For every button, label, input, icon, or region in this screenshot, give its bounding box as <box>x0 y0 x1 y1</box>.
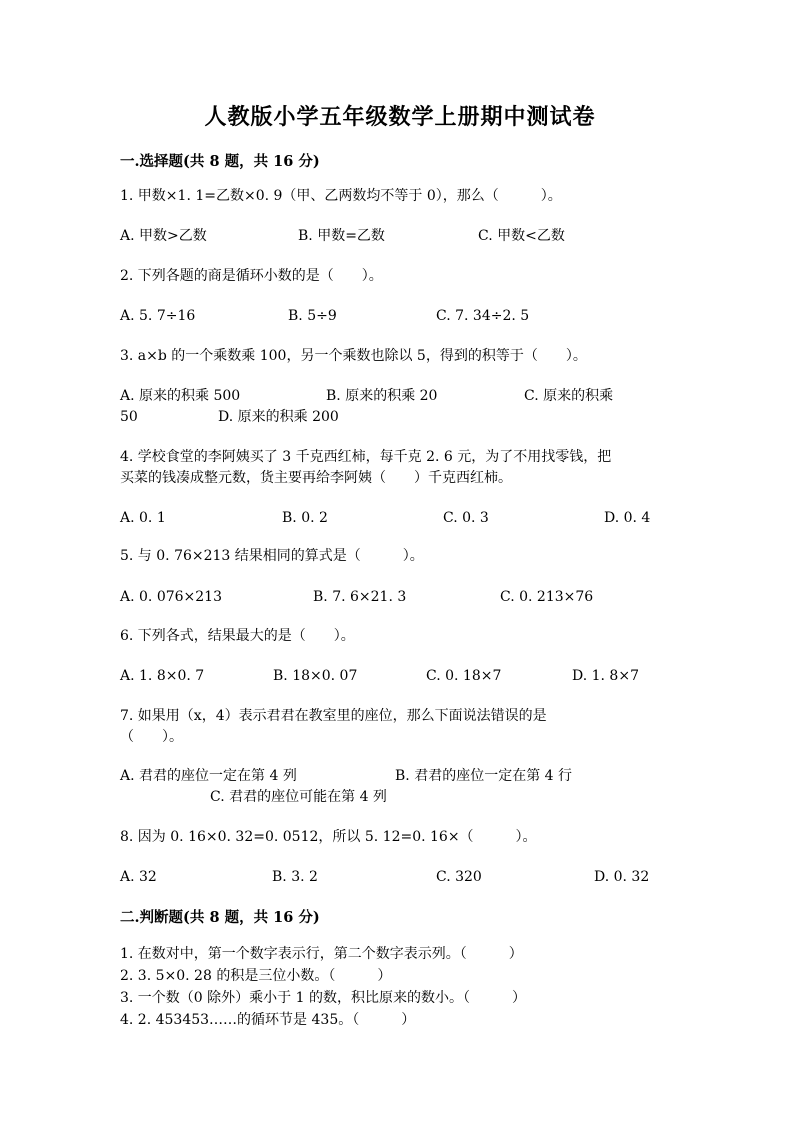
q2-option-b: B. 5÷9 <box>288 308 337 324</box>
exam-title: 人教版小学五年级数学上册期中测试卷 <box>204 104 596 130</box>
q2-option-a: A. 5. 7÷16 <box>120 308 196 324</box>
section-1-heading: 一.选择题(共 8 题，共 16 分) <box>120 153 320 170</box>
question-7-line-2: （ ）。 <box>120 729 183 745</box>
section-2-heading: 二.判断题(共 8 题，共 16 分) <box>120 909 320 926</box>
question-2: 2. 下列各题的商是循环小数的是（ ）。 <box>120 268 383 284</box>
q7-option-a: A. 君君的座位一定在第 4 列 <box>120 768 297 784</box>
question-1: 1. 甲数×1. 1=乙数×0. 9（甲、乙两数均不等于 0），那么（ ）。 <box>120 188 562 204</box>
question-7-line-1: 7. 如果用（x，4）表示君君在教室里的座位，那么下面说法错误的是 <box>120 708 547 724</box>
q4-option-b: B. 0. 2 <box>282 510 328 526</box>
q5-option-c: C. 0. 213×76 <box>500 589 594 605</box>
q4-option-d: D. 0. 4 <box>604 510 651 526</box>
question-3: 3. a×b 的一个乘数乘 100，另一个乘数也除以 5，得到的积等于（ ）。 <box>120 348 587 364</box>
q8-option-b: B. 3. 2 <box>272 869 318 885</box>
q2-option-c: C. 7. 34÷2. 5 <box>436 308 530 324</box>
question-8: 8. 因为 0. 16×0. 32=0. 0512，所以 5. 12=0. 16×（ ）。 <box>120 829 537 845</box>
q4-option-a: A. 0. 1 <box>120 510 166 526</box>
q8-option-d: D. 0. 32 <box>594 869 650 885</box>
q6-option-d: D. 1. 8×7 <box>572 668 639 684</box>
q3-option-a: A. 原来的积乘 500 <box>120 388 241 404</box>
q6-option-a: A. 1. 8×0. 7 <box>120 668 205 684</box>
judge-item-1: 1. 在数对中，第一个数字表示行，第二个数字表示列。（ ） <box>120 946 523 962</box>
q6-option-c: C. 0. 18×7 <box>426 668 502 684</box>
question-6: 6. 下列各式，结果最大的是（ ）。 <box>120 628 355 644</box>
q3-option-c-continued: 50 <box>120 409 138 425</box>
q4-option-c: C. 0. 3 <box>443 510 489 526</box>
q1-option-b: B. 甲数=乙数 <box>298 228 385 244</box>
q8-option-c: C. 320 <box>436 869 482 885</box>
q6-option-b: B. 18×0. 07 <box>273 668 358 684</box>
q5-option-b: B. 7. 6×21. 3 <box>313 589 407 605</box>
q1-option-a: A. 甲数>乙数 <box>120 228 207 244</box>
q3-option-b: B. 原来的积乘 20 <box>326 388 438 404</box>
judge-item-3: 3. 一个数（0 除外）乘小于 1 的数，积比原来的数小。（ ） <box>120 990 526 1006</box>
q3-option-c: C. 原来的积乘 <box>524 388 614 404</box>
judge-item-2: 2. 3. 5×0. 28 的积是三位小数。（ ） <box>120 968 392 984</box>
q3-option-d: D. 原来的积乘 200 <box>218 409 339 425</box>
question-4-line-2: 买菜的钱凑成整元数，货主要再给李阿姨（ ）千克西红柿。 <box>120 470 512 486</box>
judge-item-4: 4. 2. 453453……的循环节是 435。（ ） <box>120 1012 416 1028</box>
q1-option-c: C. 甲数<乙数 <box>478 228 565 244</box>
q5-option-a: A. 0. 076×213 <box>120 589 222 605</box>
q8-option-a: A. 32 <box>120 869 157 885</box>
q7-option-c: C. 君君的座位可能在第 4 列 <box>210 789 387 805</box>
question-5: 5. 与 0. 76×213 结果相同的算式是（ ）。 <box>120 548 424 564</box>
q7-option-b: B. 君君的座位一定在第 4 行 <box>395 768 572 784</box>
question-4-line-1: 4. 学校食堂的李阿姨买了 3 千克西红柿，每千克 2. 6 元，为了不用找零钱，把 <box>120 449 612 465</box>
